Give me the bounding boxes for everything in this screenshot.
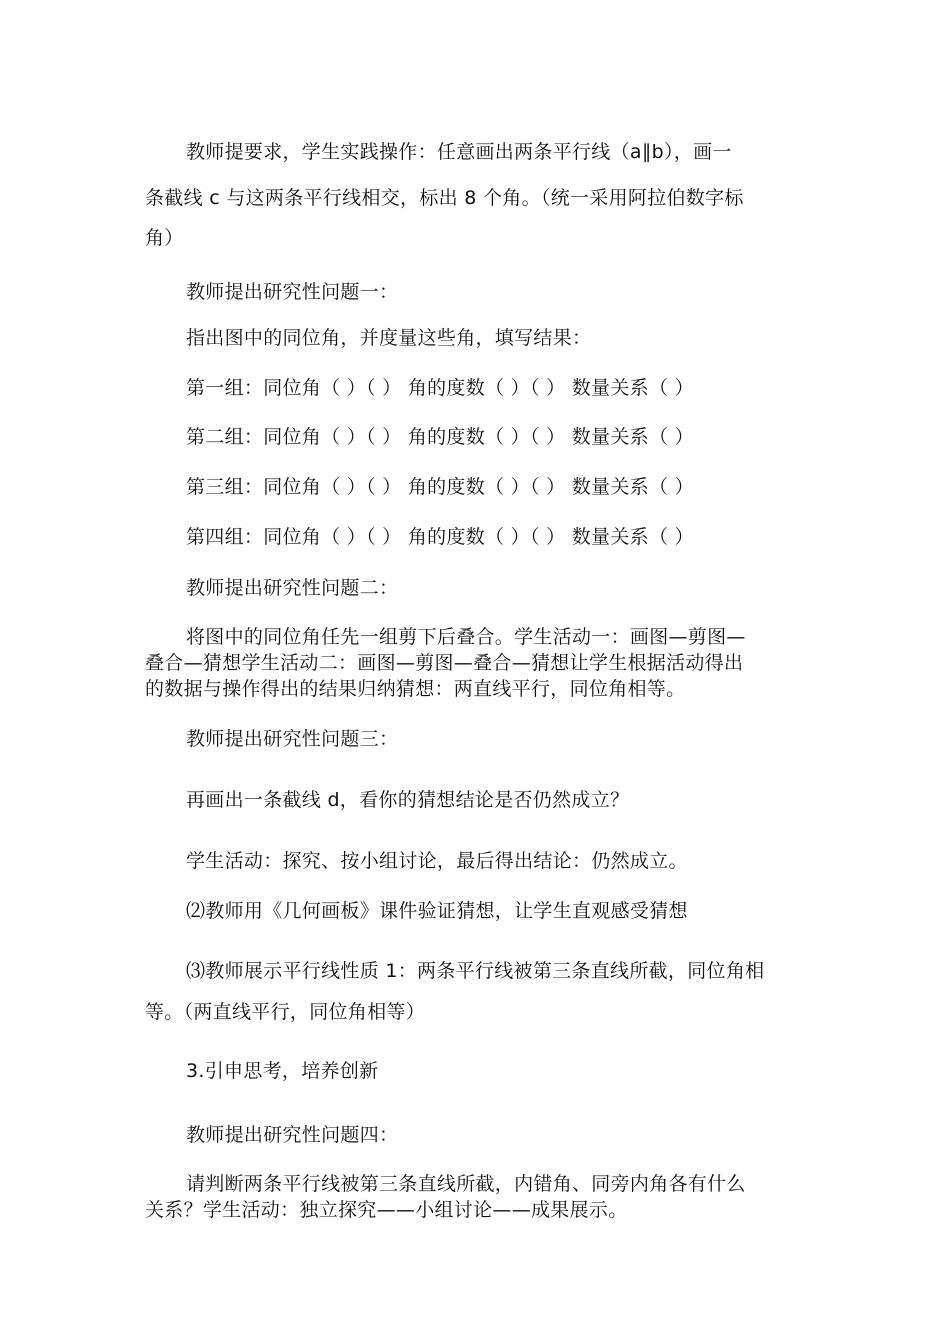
paragraph-line: 请判断两条平行线被第三条直线所截，内错角、同旁内角各有什么 (186, 1173, 746, 1195)
paragraph-line: 关系？学生活动：独立探究——小组讨论——成果展示。 (145, 1199, 628, 1221)
paragraph-line: 角） (145, 227, 184, 249)
paragraph-line: 将图中的同位角任先一组剪下后叠合。学生活动一：画图—剪图— (186, 626, 746, 648)
paragraph-line: 等。（两直线平行，同位角相等） (145, 1001, 426, 1023)
paragraph-line: 的数据与操作得出的结果归纳猜想：两直线平行，同位角相等。 (145, 678, 686, 700)
paragraph-line: 再画出一条截线 d，看你的猜想结论是否仍然成立？ (186, 789, 630, 811)
question-heading: 教师提出研究性问题四： (186, 1124, 399, 1146)
group-row: 第三组：同位角（ ）（ ） 角的度数（ ）（ ） 数量关系（ ） (186, 476, 694, 498)
paragraph-line: ⑶教师展示平行线性质 1：两条平行线被第三条直线所截，同位角相 (186, 960, 765, 982)
paragraph-line: ⑵教师用《几何画板》课件验证猜想，让学生直观感受猜想 (186, 900, 688, 922)
section-heading: 3.引申思考，培养创新 (186, 1060, 379, 1082)
paragraph-line: 教师提要求，学生实践操作：任意画出两条平行线（a∥b），画一 (186, 141, 732, 163)
question-heading: 教师提出研究性问题一： (186, 281, 399, 303)
group-row: 第一组：同位角（ ）（ ） 角的度数（ ）（ ） 数量关系（ ） (186, 377, 694, 399)
question-heading: 教师提出研究性问题二： (186, 577, 399, 599)
group-row: 第四组：同位角（ ）（ ） 角的度数（ ）（ ） 数量关系（ ） (186, 526, 694, 548)
paragraph-line: 学生活动：探究、按小组讨论，最后得出结论：仍然成立。 (186, 850, 688, 872)
paragraph-line: 叠合—猜想学生活动二：画图—剪图—叠合—猜想让学生根据活动得出 (145, 652, 744, 674)
instruction-text: 指出图中的同位角，并度量这些角，填写结果： (186, 327, 592, 349)
group-row: 第二组：同位角（ ）（ ） 角的度数（ ）（ ） 数量关系（ ） (186, 426, 694, 448)
question-heading: 教师提出研究性问题三： (186, 728, 399, 750)
paragraph-line: 条截线 c 与这两条平行线相交，标出 8 个角。（统一采用阿拉伯数字标 (145, 187, 744, 209)
